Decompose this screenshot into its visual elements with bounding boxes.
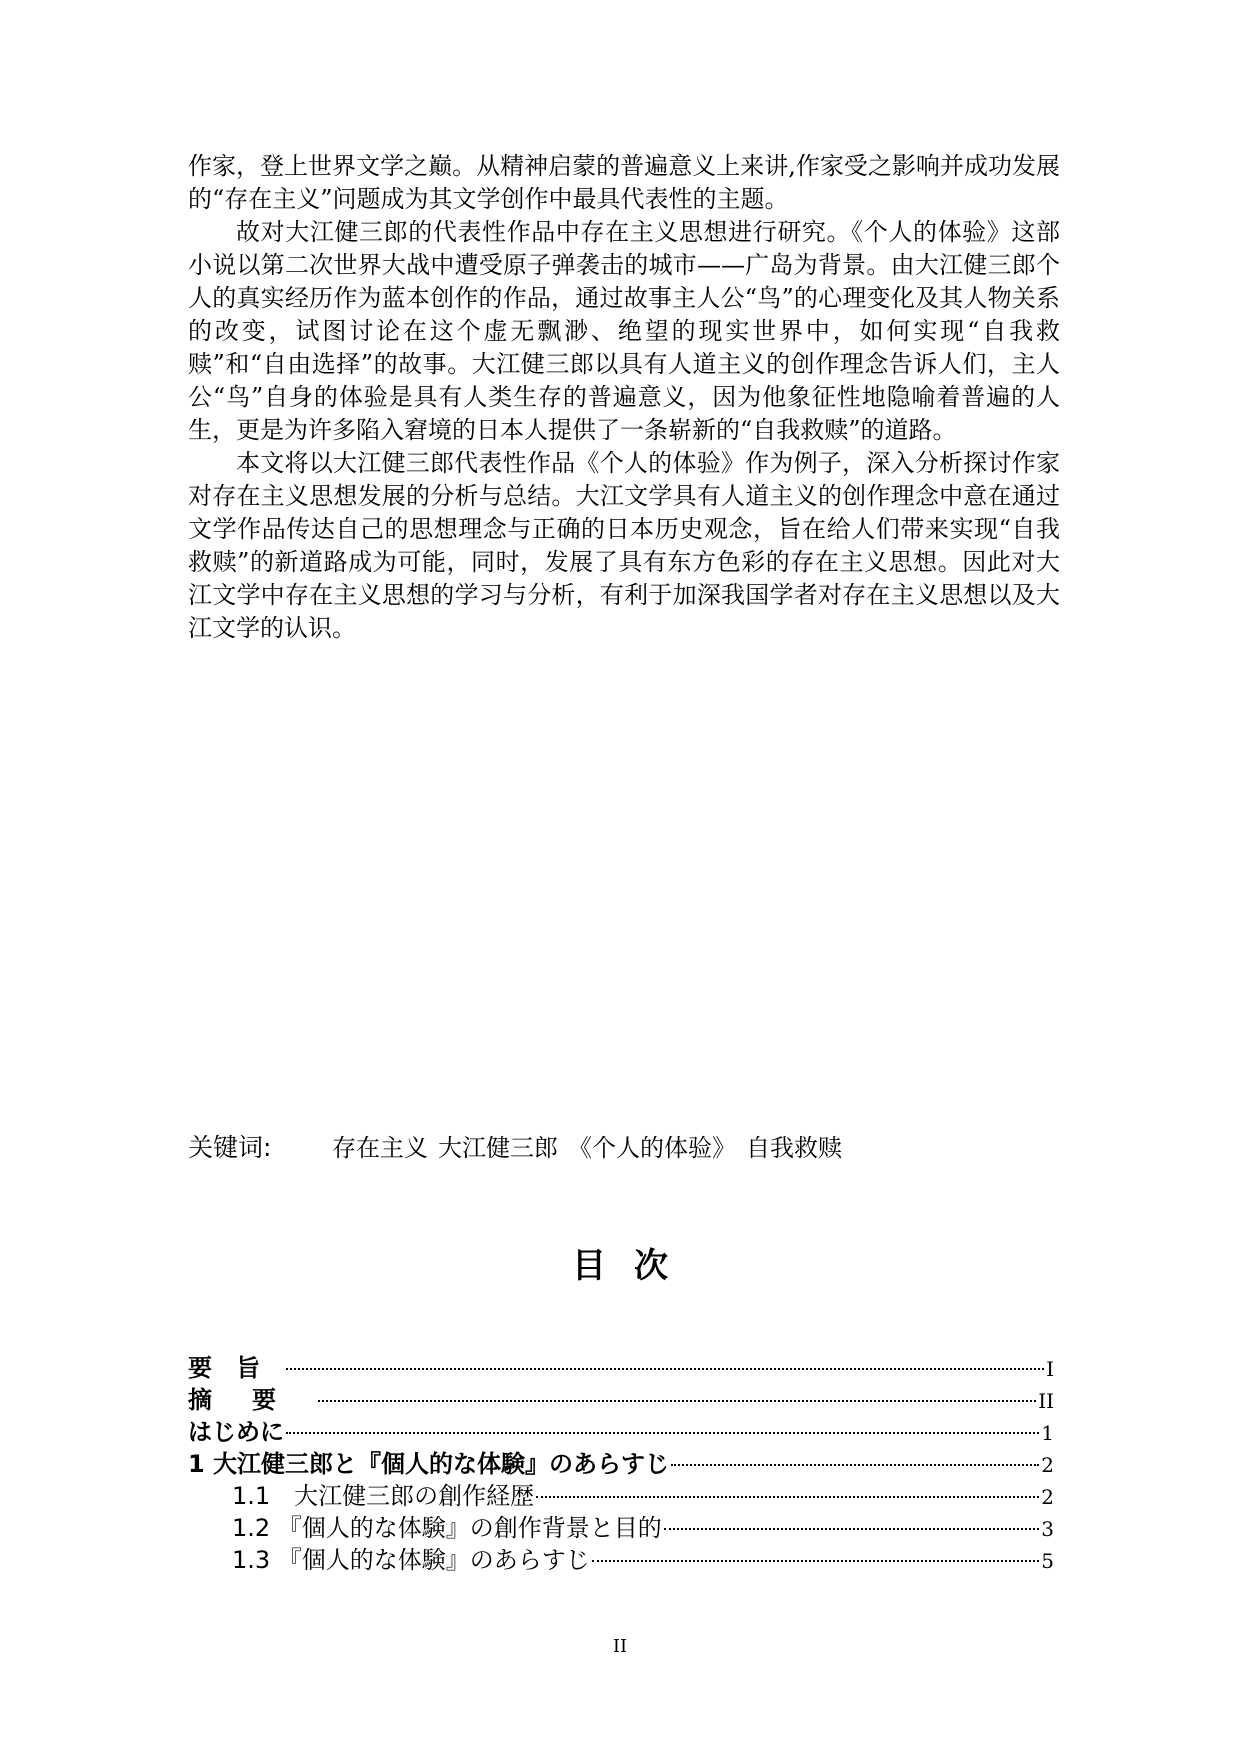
toc-leader-dots bbox=[671, 1464, 1039, 1466]
toc-leader-dots bbox=[592, 1560, 1039, 1562]
toc-entry[interactable] bbox=[188, 1416, 1054, 1448]
toc-entry-page: I bbox=[1046, 1357, 1054, 1381]
toc-entry-page: 1 bbox=[1041, 1421, 1054, 1445]
toc-leader-dots bbox=[664, 1528, 1039, 1530]
table-of-contents bbox=[188, 1352, 1054, 1576]
abstract-body bbox=[188, 150, 1060, 645]
toc-entry-label: はじめに bbox=[188, 1418, 284, 1446]
keywords-list bbox=[332, 1134, 852, 1162]
toc-entry-page: 5 bbox=[1041, 1549, 1054, 1573]
toc-entry[interactable] bbox=[188, 1448, 1054, 1480]
paragraph-3: 本文将以大江健三郎代表性作品《个人的体验》作为例子，深入分析探讨作家对存在主义思想发展的分析与总结。大江文学具有人道主义的创作理念中意在通过文学作品传达自己的思想理念与正确的日本历史观念，旨在给人们带来实现“自我救赎”的新道路成为可能，同时，发展了具有东方色彩的存在主义思想。因此对大江文学中存在主义思想的学习与分析，有利于加深我国学者对存在主义思想以及大江文学的认识。 bbox=[188, 449, 1060, 642]
toc-entry-page: 2 bbox=[1041, 1453, 1054, 1477]
keyword-item: 《个人的体验》 bbox=[568, 1134, 736, 1162]
toc-entry-label: 要旨 bbox=[188, 1354, 284, 1382]
toc-entry-label: 1.3 『個人的な体験』のあらすじ bbox=[232, 1546, 590, 1574]
keywords-label: 关键词: bbox=[188, 1133, 272, 1162]
keyword-item: 存在主义 bbox=[332, 1134, 428, 1162]
keyword-item: 自我救赎 bbox=[746, 1134, 842, 1162]
toc-entry-label: 1 大江健三郎と『個人的な体験』のあらすじ bbox=[188, 1450, 670, 1478]
keywords-line bbox=[188, 1131, 1060, 1165]
toc-entry-page: 2 bbox=[1041, 1485, 1054, 1509]
toc-leader-dots bbox=[536, 1496, 1039, 1498]
toc-entry-page: 3 bbox=[1041, 1517, 1054, 1541]
toc-entry[interactable] bbox=[188, 1480, 1054, 1512]
toc-title: 目次 bbox=[572, 1246, 696, 1286]
toc-entry[interactable] bbox=[188, 1512, 1054, 1544]
toc-entry[interactable] bbox=[188, 1352, 1054, 1384]
toc-entry-label: 摘要 bbox=[188, 1386, 316, 1414]
toc-leader-dots bbox=[286, 1368, 1044, 1370]
toc-entry-page: II bbox=[1038, 1389, 1054, 1413]
toc-entry[interactable] bbox=[188, 1384, 1054, 1416]
toc-entry-label: 1.2 『個人的な体験』の創作背景と目的 bbox=[232, 1514, 662, 1542]
keyword-item: 大江健三郎 bbox=[438, 1134, 558, 1162]
toc-leader-dots bbox=[286, 1432, 1039, 1434]
toc-entry-label: 1.1 大江健三郎の創作経歴 bbox=[232, 1482, 535, 1510]
paragraph-1: 作家，登上世界文学之巅。从精神启蒙的普遍意义上来讲,作家受之影响并成功发展的“存在主义”问题成为其文学创作中最具代表性的主题。 bbox=[188, 152, 1060, 213]
page-number: II bbox=[612, 1636, 628, 1657]
toc-entry[interactable] bbox=[188, 1544, 1054, 1576]
toc-leader-dots bbox=[318, 1400, 1036, 1402]
paragraph-2: 故对大江健三郎的代表性作品中存在主义思想进行研究。《个人的体验》这部小说以第二次世界大战中遭受原子弹袭击的城市——广岛为背景。由大江健三郎个人的真实经历作为蓝本创作的作品，通过故事主人公“鸟”的心理变化及其人物关系的改变，试图讨论在这个虚无飘渺、绝望的现实世界中，如何实现“自我救赎”和“自由选择”的故事。大江健三郎以具有人道主义的创作理念告诉人们，主人公“鸟”自身的体验是具有人类生存的普遍意义，因为他象征性地隐喻着普遍的人生，更是为许多陷入窘境的日本人提供了一条崭新的“自我救赎”的道路。 bbox=[188, 218, 1060, 444]
